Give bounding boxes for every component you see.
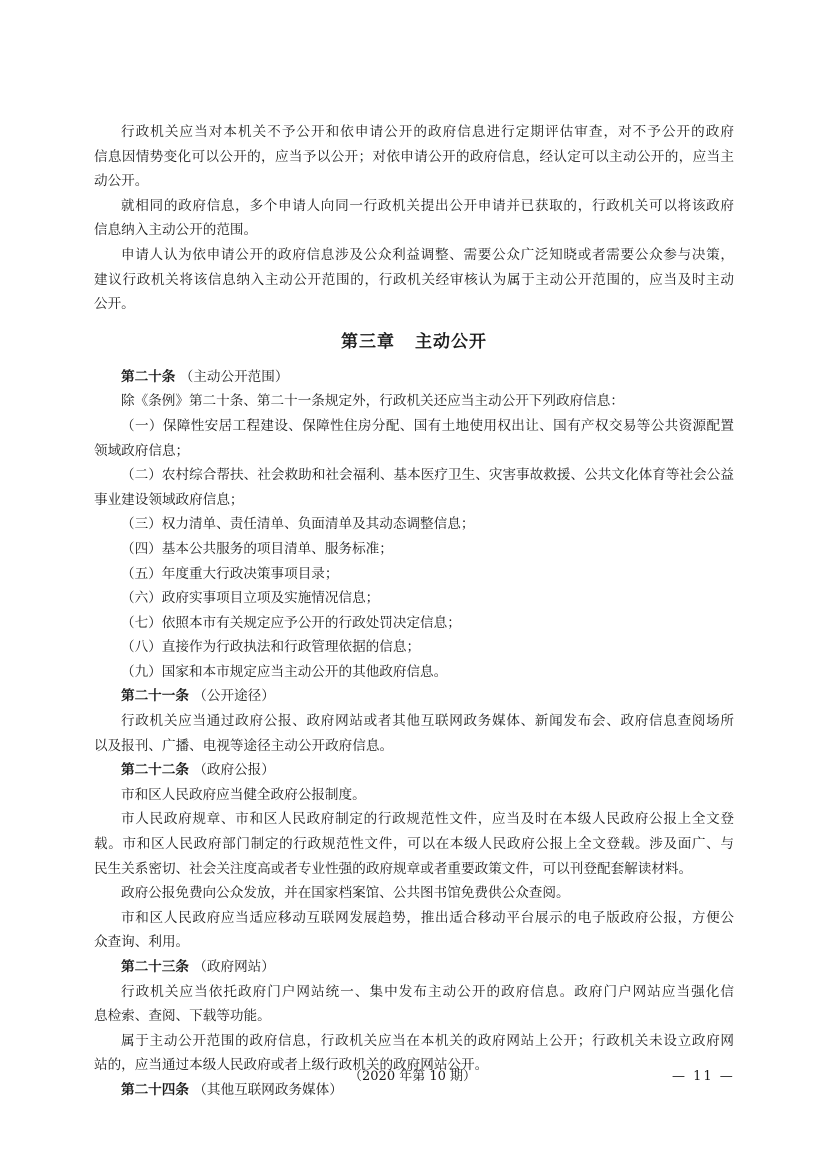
text-line: 行政机关应当依托政府门户网站统一、集中发布主动公开的政府信息。政府门户网站应当强化信 [121, 983, 734, 1000]
text-line: 行政机关应当通过政府公报、政府网站或者其他互联网政务媒体、新闻发布会、政府信息查阅场所 [121, 713, 734, 730]
list-item: （六）政府实事项目立项及实施情况信息； [121, 590, 380, 607]
article-label: 第二十二条 [121, 762, 189, 779]
text-line: 属于主动公开范围的政府信息，行政机关应当在本机关的政府网站上公开；行政机关未设立政府网 [121, 1032, 734, 1049]
page-footer [0, 1066, 827, 1088]
paragraph [94, 243, 734, 317]
text-line: 公开。 [94, 296, 135, 313]
text-line: 市和区人民政府应当适应移动互联网发展趋势，推出适合移动平台展示的电子版政府公报，方便公 [121, 909, 734, 926]
issue-number: （2020 年第 10 期） [349, 1069, 477, 1084]
list-item: （九）国家和本市规定应当主动公开的其他政府信息。 [121, 663, 448, 680]
paragraph [94, 120, 734, 194]
article-label: 第二十四条 [121, 1081, 189, 1098]
article-heading [94, 955, 734, 980]
article-label: 第二十三条 [121, 959, 189, 975]
paragraph [94, 194, 734, 243]
list-item: （四）基本公共服务的项目清单、服务标准； [121, 540, 393, 557]
text-line: 信息因情势变化可以公开的，应当予以公开；对依申请公开的政府信息，经认定可以主动公开的，应当主 [94, 148, 734, 165]
list-item: （五）年度重大行政决策事项目录； [121, 565, 339, 582]
article-label: 第二十一条 [121, 688, 189, 705]
list-item-line: （二）农村综合帮扶、社会救助和社会福利、基本医疗卫生、灾害事故救援、公共文化体育等社会公益 [121, 467, 734, 484]
text-line: 建议行政机关将该信息纳入主动公开范围的，行政机关经审核认为属于主动公开范围的，应当及时主动 [94, 271, 734, 288]
text-line: 就相同的政府信息，多个申请人向同一行政机关提出公开申请并已获取的，行政机关可以将该政府 [121, 197, 734, 214]
list-item-line: 事业建设领域政府信息； [94, 491, 244, 508]
text-line: 政府公报免费向公众发放，并在国家档案馆、公共图书馆免费供公众查阅。 [121, 885, 570, 902]
document-body [94, 120, 734, 1103]
text-line: 市人民政府规章、市和区人民政府制定的行政规范性文件，应当及时在本级人民政府公报上全文登 [121, 811, 734, 828]
article-22 [94, 758, 734, 955]
article-heading [94, 684, 734, 709]
text-line: 申请人认为依申请公开的政府信息涉及公众利益调整、需要公众广泛知晓或者需要公众参与决策， [121, 246, 734, 263]
text-line: 息检索、查阅、下载等功能。 [94, 1008, 271, 1025]
text-line: 动公开。 [94, 173, 149, 190]
article-heading [94, 758, 734, 783]
list-item: （八）直接作为行政执法和行政管理依据的信息； [121, 639, 421, 656]
article-title: （政府网站） [193, 959, 275, 975]
article-title: （主动公开范围） [179, 368, 289, 385]
article-label: 第二十条 [121, 368, 176, 385]
article-heading [94, 365, 734, 390]
text-line: 众查询、利用。 [94, 934, 190, 951]
text-line: 站的，应当通过本级人民政府或者上级行政机关的政府网站公开。 [94, 1057, 489, 1074]
article-21 [94, 684, 734, 758]
chapter-heading [94, 319, 734, 365]
article-title: （其他互联网政务媒体） [193, 1081, 343, 1098]
text-line: 市和区人民政府应当健全政府公报制度。 [121, 786, 366, 803]
text-line: 除《条例》第二十条、第二十一条规定外，行政机关还应当主动公开下列政府信息： [121, 393, 624, 410]
text-line: 载。市和区人民政府部门制定的行政规范性文件，可以在本级人民政府公报上全文登载。涉及面广、与 [94, 836, 734, 853]
page-number: — 11 — [672, 1069, 735, 1084]
article-title: （公开途径） [193, 688, 275, 705]
article-20 [94, 365, 734, 685]
article-title: （政府公报） [193, 762, 275, 779]
text-line: 民生关系密切、社会关注度高或者专业性强的政府规章或者重要政策文件，可以刊登配套解读材料。 [94, 860, 693, 877]
chapter-title: 主动公开 [415, 331, 487, 352]
text-line: 行政机关应当对本机关不予公开和依申请公开的政府信息进行定期评估审查，对不予公开的政府 [121, 124, 734, 140]
list-item-line: （一）保障性安居工程建设、保障性住房分配、国有土地使用权出让、国有产权交易等公共资源配置 [121, 417, 734, 434]
text-line: 以及报刊、广播、电视等途径主动公开政府信息。 [94, 737, 394, 754]
chapter-number: 第三章 [341, 331, 395, 352]
list-item-line: 领域政府信息； [94, 442, 190, 459]
text-line: 信息纳入主动公开的范围。 [94, 222, 258, 239]
article-23 [94, 955, 734, 1078]
list-item: （七）依照本市有关规定应予公开的行政处罚决定信息； [121, 614, 461, 631]
list-item: （三）权力清单、责任清单、负面清单及其动态调整信息； [121, 516, 475, 533]
